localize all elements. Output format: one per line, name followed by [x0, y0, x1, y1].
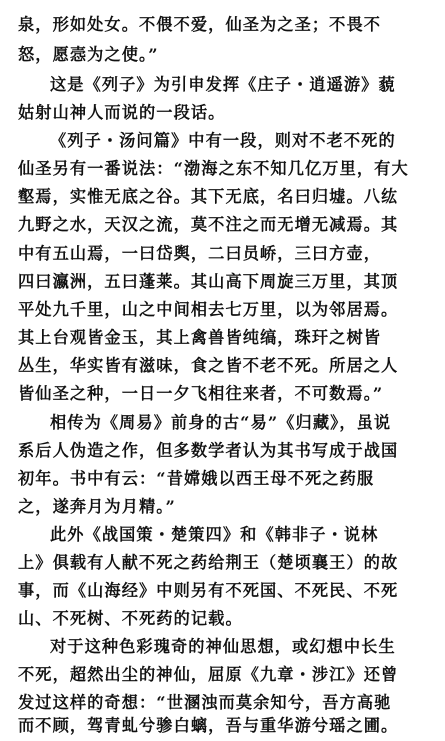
- text-line: 不死，超然出尘的神仙，屈原《九章・涉江》还曾: [18, 665, 399, 684]
- text-line: 泉，形如处女。不偎不爱，仙圣为之圣；不畏不: [18, 15, 382, 34]
- text-line: 丛生，华实皆有滋味，食之皆不老不死。所居之人: [18, 356, 399, 375]
- text-line: 皆仙圣之种，一日一夕飞相往来者，不可数焉。”: [18, 384, 384, 403]
- paragraph-first-line: 此外《战国策・楚策四》和《韩非子・说林: [50, 525, 379, 544]
- text-line: 上》俱载有人献不死之药给荆王（楚顷襄王）的故: [18, 553, 399, 572]
- text-line: 四曰瀛洲，五曰蓬莱。其山高下周旋三万里，其顶: [18, 272, 399, 291]
- text-line: 平处九千里，山之中间相去七万里，以为邻居焉。: [18, 300, 399, 319]
- text-line: 仙圣另有一番说法：“渤海之东不知几亿万里，有大: [18, 159, 409, 178]
- text-line: 初年。书中有云：“昔嫦娥以西王母不死之药服: [18, 469, 375, 488]
- text-line: 事，而《山海经》中则另有不死国、不死民、不死: [18, 581, 399, 600]
- text-line: 怒，愿悫为之使。”: [18, 45, 159, 64]
- text-line: 之，遂奔月为月精。”: [18, 497, 176, 516]
- text-line: 九野之水，天汉之流，莫不注之而无增无减焉。其: [18, 215, 399, 234]
- paragraph-first-line: 《列子・汤问篇》中有一段，则对不老不死的: [50, 131, 396, 150]
- text-line: 发过这样的奇想：“世溷浊而莫余知兮，吾方高驰: [18, 693, 392, 712]
- text-line: 中有五山焉，一曰岱舆，二曰员峤，三曰方壶，: [18, 244, 382, 263]
- text-line: 系后人伪造之作，但多数学者认为其书写成于战国: [18, 441, 399, 460]
- text-line: 其上台观皆金玉，其上禽兽皆纯缟，珠玕之树皆: [18, 328, 382, 347]
- paragraph-first-line: 相传为《周易》前身的古“易”《归藏》，虽说: [50, 413, 392, 432]
- text-line: 而不顾，驾青虬兮骖白螭，吾与重华游兮瑶之圃。: [18, 716, 399, 735]
- text-line: 山、不死树、不死药的记载。: [18, 609, 243, 628]
- text-line: 姑射山神人而说的一段话。: [18, 103, 226, 122]
- paragraph-first-line: 对于这种色彩瑰奇的神仙思想，或幻想中长生: [50, 637, 396, 656]
- paragraph-first-line: 这是《列子》为引申发挥《庄子・逍遥游》藐: [50, 75, 396, 94]
- text-line: 壑焉，实惟无底之谷。其下无底，名曰归墟。八纮: [18, 187, 399, 206]
